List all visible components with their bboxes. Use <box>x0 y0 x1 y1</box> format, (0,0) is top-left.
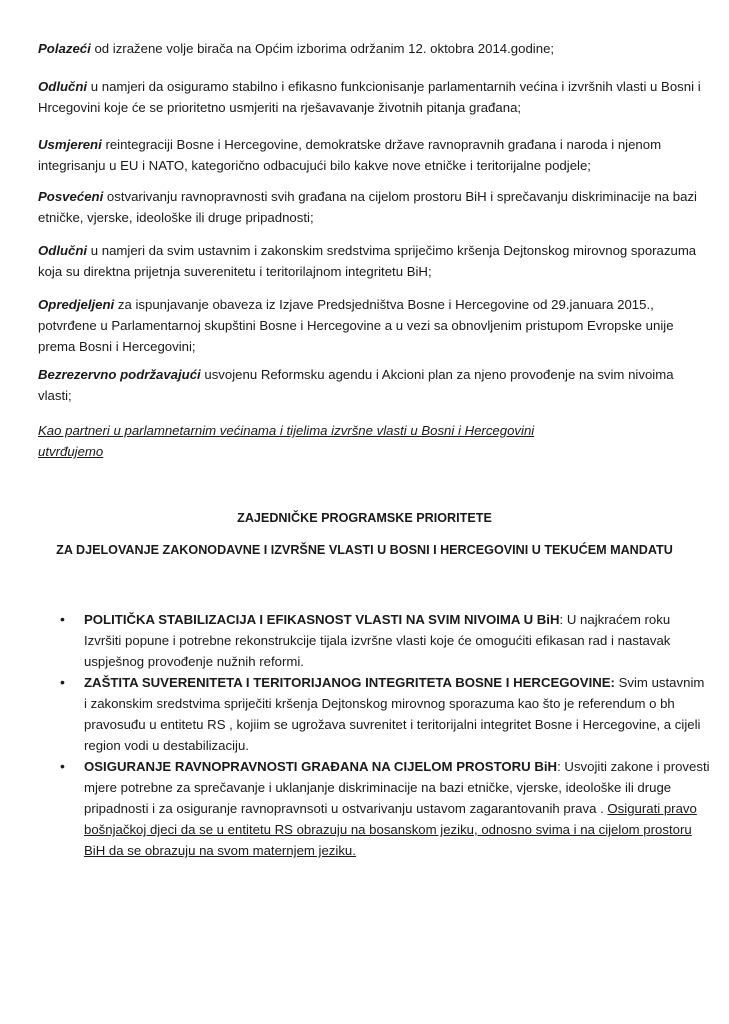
list-item-underlined-text: Osigurati pravo bošnjačkoj djeci da se u entitetu RS obrazuju na bosanskom jeziku, odnosno svima i na cijelom prostoru BiH da se obrazuju na svom maternjem jeziku. <box>84 801 697 858</box>
list-item-text: U najkraćem roku Izvršiti popune i potrebne rekonstrukcije tijala izvršne vlasti koje će omogućiti efikasan rad i nastavak uspješnog provođenje nužnih reformi. <box>84 612 671 669</box>
paragraph-text: od izražene volje birača na Općim izborima održanim 12. oktobra 2014.godine; <box>90 41 555 56</box>
closing-statement <box>38 420 710 462</box>
list-item <box>60 609 710 672</box>
paragraph-usmjereni <box>38 134 710 176</box>
list-item-title: OSIGURANJE RAVNOPRAVNOSTI GRAĐANA NA CIJELOM PROSTORU BiH <box>84 759 558 774</box>
list-item-title: ZAŠTITA SUVERENITETA I TERITORIJANOG INTEGRITETA BOSNE I HERCEGOVINE: <box>84 675 615 690</box>
paragraph-text: usvojenu Reformsku agendu i Akcioni plan za njeno provođenje na svim nivoima vlasti; <box>38 367 674 403</box>
list-item <box>60 756 710 861</box>
list-item-text: Svim ustavnim i zakonskim sredstvima spriječiti kršenja Dejtonskog mirovnog sporazuma kao što je referendum o bh pravosuđu u entitetu RS , kojiim se ugrožava suvrenitet i teritorijalni integritet Bosne i Hercegovine, a cijeli region vodi u destabilizaciju. <box>84 675 705 753</box>
paragraph-polazeci <box>38 38 710 59</box>
section-title: ZAJEDNIČKE PROGRAMSKE PRIORITETE <box>237 511 492 525</box>
paragraph-text: reintegraciji Bosne i Hercegovine, demokratske države ravnopravnih građana i naroda i njenom integrisanju u EU i NATO, kategorično odbacujući bilo kakve nove etničke i teritorijalne podjele; <box>38 137 662 173</box>
paragraph-lead: Posvećeni <box>38 189 104 204</box>
paragraph-lead: Opredjeljeni <box>38 297 115 312</box>
paragraph-bezrezervno <box>38 364 710 406</box>
list-item-sep: : <box>559 612 564 627</box>
bullet-icon: • <box>60 758 65 774</box>
paragraph-lead: Usmjereni <box>38 137 102 152</box>
paragraph-lead: Bezrezervno podržavajući <box>38 367 201 382</box>
list-item <box>60 672 710 756</box>
bullet-icon: • <box>60 674 65 690</box>
paragraph-lead: Polazeći <box>38 41 91 56</box>
paragraph-text: u namjeri da osiguramo stabilno i efikasno funkcionisanje parlamentarnih većina i izvršnih vlasti u Bosni i Hrcegovini koje će se prioritetno usmjeriti na rješavavanje životnih pitanja građana; <box>38 79 701 115</box>
closing-line-1: Kao partneri u parlamnetarnim većinama i tijelima izvršne vlasti u Bosni i Hercegovini <box>38 423 535 438</box>
paragraph-opredjeljeni <box>38 294 710 357</box>
section-subtitle: ZA DJELOVANJE ZAKONODAVNE I IZVRŠNE VLASTI U BOSNI I HERCEGOVINI U TEKUĆEM MANDATU <box>56 543 673 557</box>
paragraph-posveceni <box>38 186 710 228</box>
paragraph-text: za ispunjavanje obaveza iz Izjave Predsjedništva Bosne i Hercegovine od 29.januara 2015., potvrđene u Parlamentarnoj skupštini Bosne i Hercegovine a u vezi sa obnovljenim pristupom Evropske unije prema Bosni i Hercegovini; <box>38 297 674 354</box>
paragraph-text: ostvarivanju ravnopravnosti svih građana na cijelom prostoru BiH i sprečavanju diskriminacije na bazi etničke, vjerske, ideološke ili druge pripadnosti; <box>38 189 697 225</box>
list-item-text: Usvojiti zakone i provesti mjere potrebne za sprečavanje i uklanjanje diskriminacije na bazi etničke, vjerske, ideološke ili druge pripadnosti i za osiguranje ravnopravnsoti u ostvarivanju ustavom zagarantovanih prava . <box>84 759 710 816</box>
list-item-title: POLITIČKA STABILIZACIJA I EFIKASNOST VLASTI NA SVIM NIVOIMA U BiH <box>84 612 560 627</box>
list-item-sep: : <box>557 759 561 774</box>
closing-line-2: utvrđujemo <box>38 444 104 459</box>
paragraph-text: u namjeri da svim ustavnim i zakonskim sredstvima spriječimo kršenja Dejtonskog mirovnog sporazuma koja su direktna prijetnja suverenitetu i teritorilajnom integritetu BiH; <box>38 243 697 279</box>
priority-list <box>60 609 710 861</box>
bullet-icon: • <box>60 611 65 627</box>
paragraph-lead: Odlučni <box>38 243 88 258</box>
paragraph-odlucni-1 <box>38 76 710 118</box>
paragraph-lead: Odlučni <box>38 79 88 94</box>
paragraph-odlucni-2 <box>38 240 710 282</box>
